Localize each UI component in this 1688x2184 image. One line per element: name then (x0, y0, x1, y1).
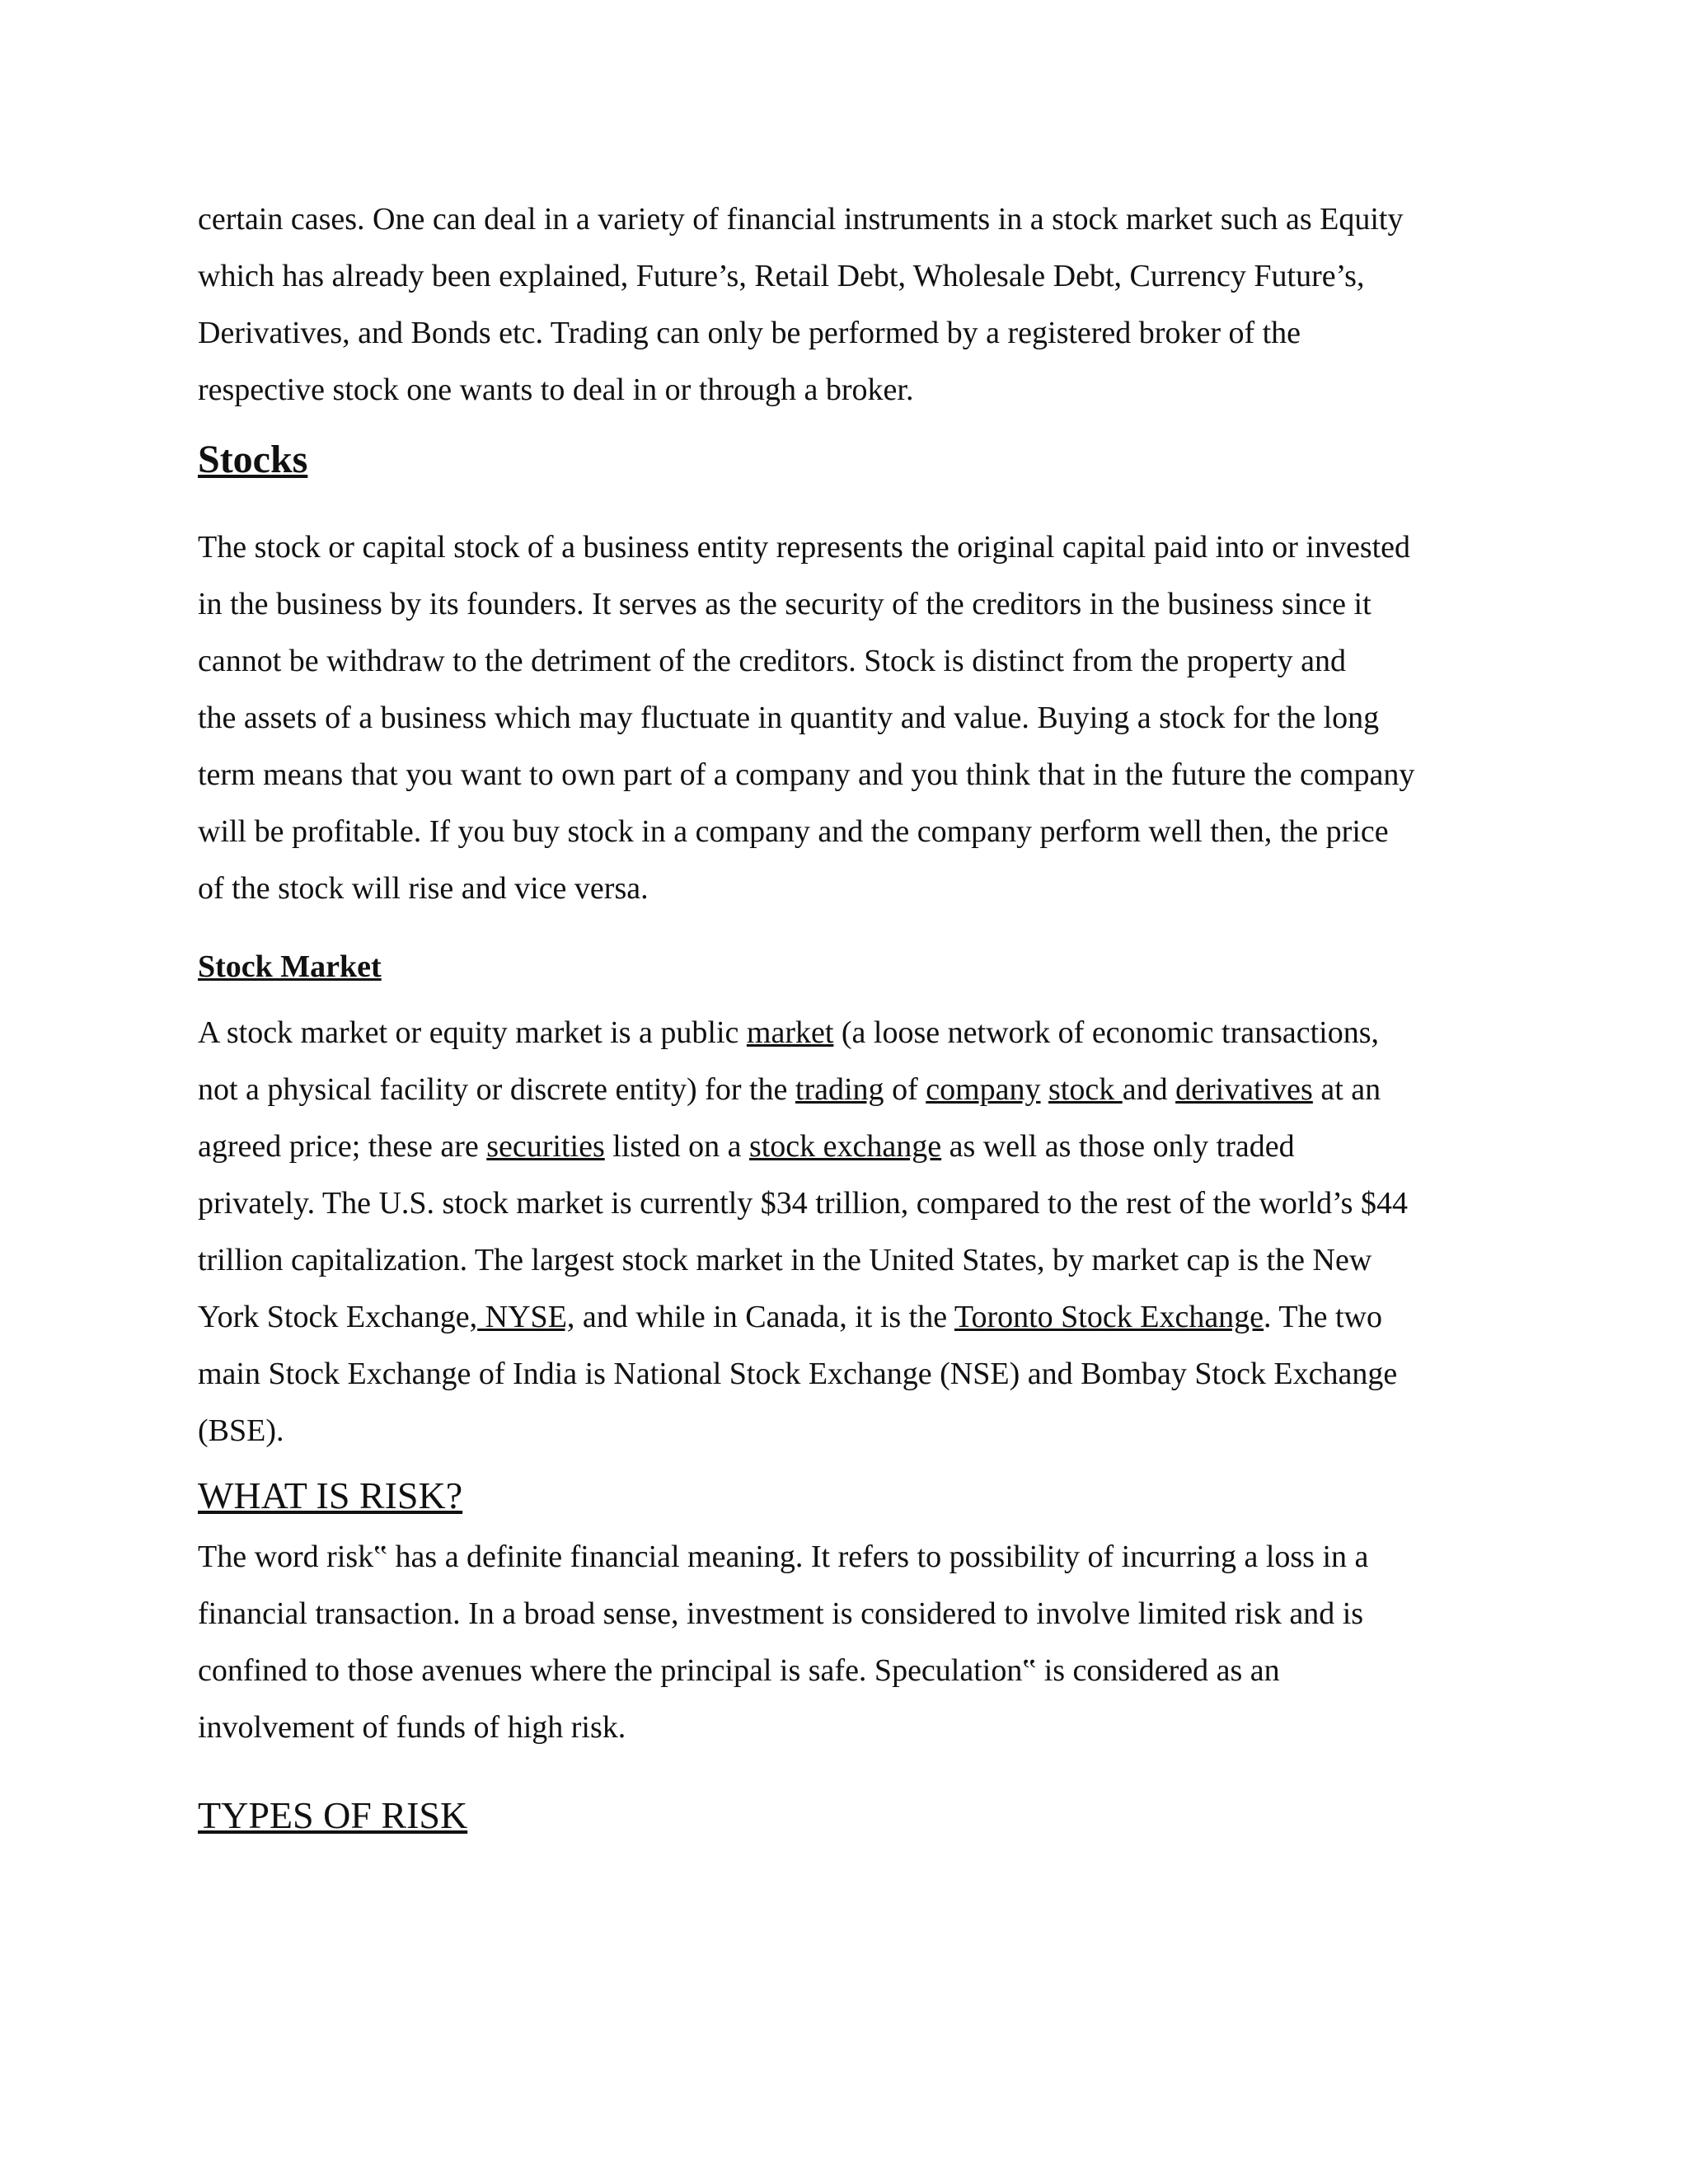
intro-line: certain cases. One can deal in a variety of financial instruments in a stock market such as Equity (198, 202, 1404, 237)
stock-link[interactable]: stock (1048, 1072, 1123, 1107)
text-run: and while in Canada, it is the (574, 1300, 954, 1334)
stock-market-line: (BSE). (198, 1413, 284, 1448)
text-run: at an (1312, 1072, 1381, 1107)
company-link[interactable]: company (926, 1072, 1041, 1107)
stocks-line: of the stock will rise and vice versa. (198, 871, 649, 906)
text-run: not a physical facility or discrete entity) for the (198, 1072, 795, 1107)
stock-market-line: privately. The U.S. stock market is currently $34 trillion, compared to the rest of the world’s $44 (198, 1186, 1408, 1221)
risk-line: financial transaction. In a broad sense, investment is considered to involve limited risk and is (198, 1596, 1364, 1631)
toronto-stock-exchange-link[interactable]: Toronto Stock Exchange (954, 1300, 1264, 1334)
derivatives-link[interactable]: derivatives (1175, 1072, 1313, 1107)
text-run: . The two (1264, 1300, 1382, 1334)
stock-market-line: main Stock Exchange of India is National Stock Exchange (NSE) and Bombay Stock Exchange (198, 1357, 1398, 1391)
text-run: York Stock Exchange, (198, 1300, 478, 1334)
stock-market-line (198, 1062, 1500, 1118)
stocks-heading: Stocks (198, 438, 308, 481)
intro-paragraph (198, 191, 1500, 419)
risk-line: confined to those avenues where the principal is safe. Speculation‟ is considered as an (198, 1653, 1280, 1688)
stock-exchange-link[interactable]: stock exchange (748, 1129, 942, 1164)
intro-line: respective stock one wants to deal in or through a broker. (198, 373, 914, 407)
text-run: of (884, 1072, 926, 1107)
nyse-link[interactable]: NYSE, (477, 1300, 575, 1334)
risk-line: involvement of funds of high risk. (198, 1710, 626, 1745)
risk-line: The word risk‟ has a definite financial meaning. It refers to possibility of incurring a loss in a (198, 1540, 1369, 1574)
text-run: listed on a (604, 1129, 749, 1164)
stock-market-line (198, 1118, 1500, 1175)
stocks-line: cannot be withdraw to the detriment of the creditors. Stock is distinct from the property and (198, 644, 1346, 678)
risk-paragraph (198, 1529, 1500, 1756)
securities-link[interactable]: securities (486, 1129, 605, 1164)
stock-market-heading: Stock Market (198, 949, 382, 984)
stocks-line: will be profitable. If you buy stock in a company and the company perform well then, the price (198, 814, 1389, 849)
text-run: and (1122, 1072, 1176, 1107)
text-run: (a loose network of economic transactions, (833, 1015, 1380, 1050)
market-link[interactable]: market (746, 1015, 834, 1050)
types-of-risk-heading: TYPES OF RISK (198, 1794, 468, 1836)
stock-market-line (198, 1289, 1500, 1346)
stock-market-paragraph (198, 1005, 1500, 1460)
trading-link[interactable]: trading (795, 1072, 884, 1107)
intro-line: which has already been explained, Future’s, Retail Debt, Wholesale Debt, Currency Future’s, (198, 259, 1365, 293)
stocks-line: in the business by its founders. It serves as the security of the creditors in the business since it (198, 587, 1372, 621)
text-run (1041, 1072, 1049, 1107)
stocks-paragraph (198, 519, 1500, 917)
text-run: A stock market or equity market is a public (198, 1015, 747, 1050)
stocks-line: term means that you want to own part of a company and you think that in the future the company (198, 757, 1415, 792)
stocks-line: The stock or capital stock of a business entity represents the original capital paid into or invested (198, 530, 1411, 565)
what-is-risk-heading: WHAT IS RISK? (198, 1474, 463, 1516)
stocks-line: the assets of a business which may fluctuate in quantity and value. Buying a stock for the long (198, 701, 1380, 735)
document-page (198, 191, 1500, 1842)
text-run: agreed price; these are (198, 1129, 487, 1164)
text-run: as well as those only traded (941, 1129, 1295, 1164)
intro-line: Derivatives, and Bonds etc. Trading can only be performed by a registered broker of the (198, 316, 1301, 350)
stock-market-line: trillion capitalization. The largest stock market in the United States, by market cap is the New (198, 1243, 1372, 1277)
stock-market-line (198, 1005, 1500, 1062)
